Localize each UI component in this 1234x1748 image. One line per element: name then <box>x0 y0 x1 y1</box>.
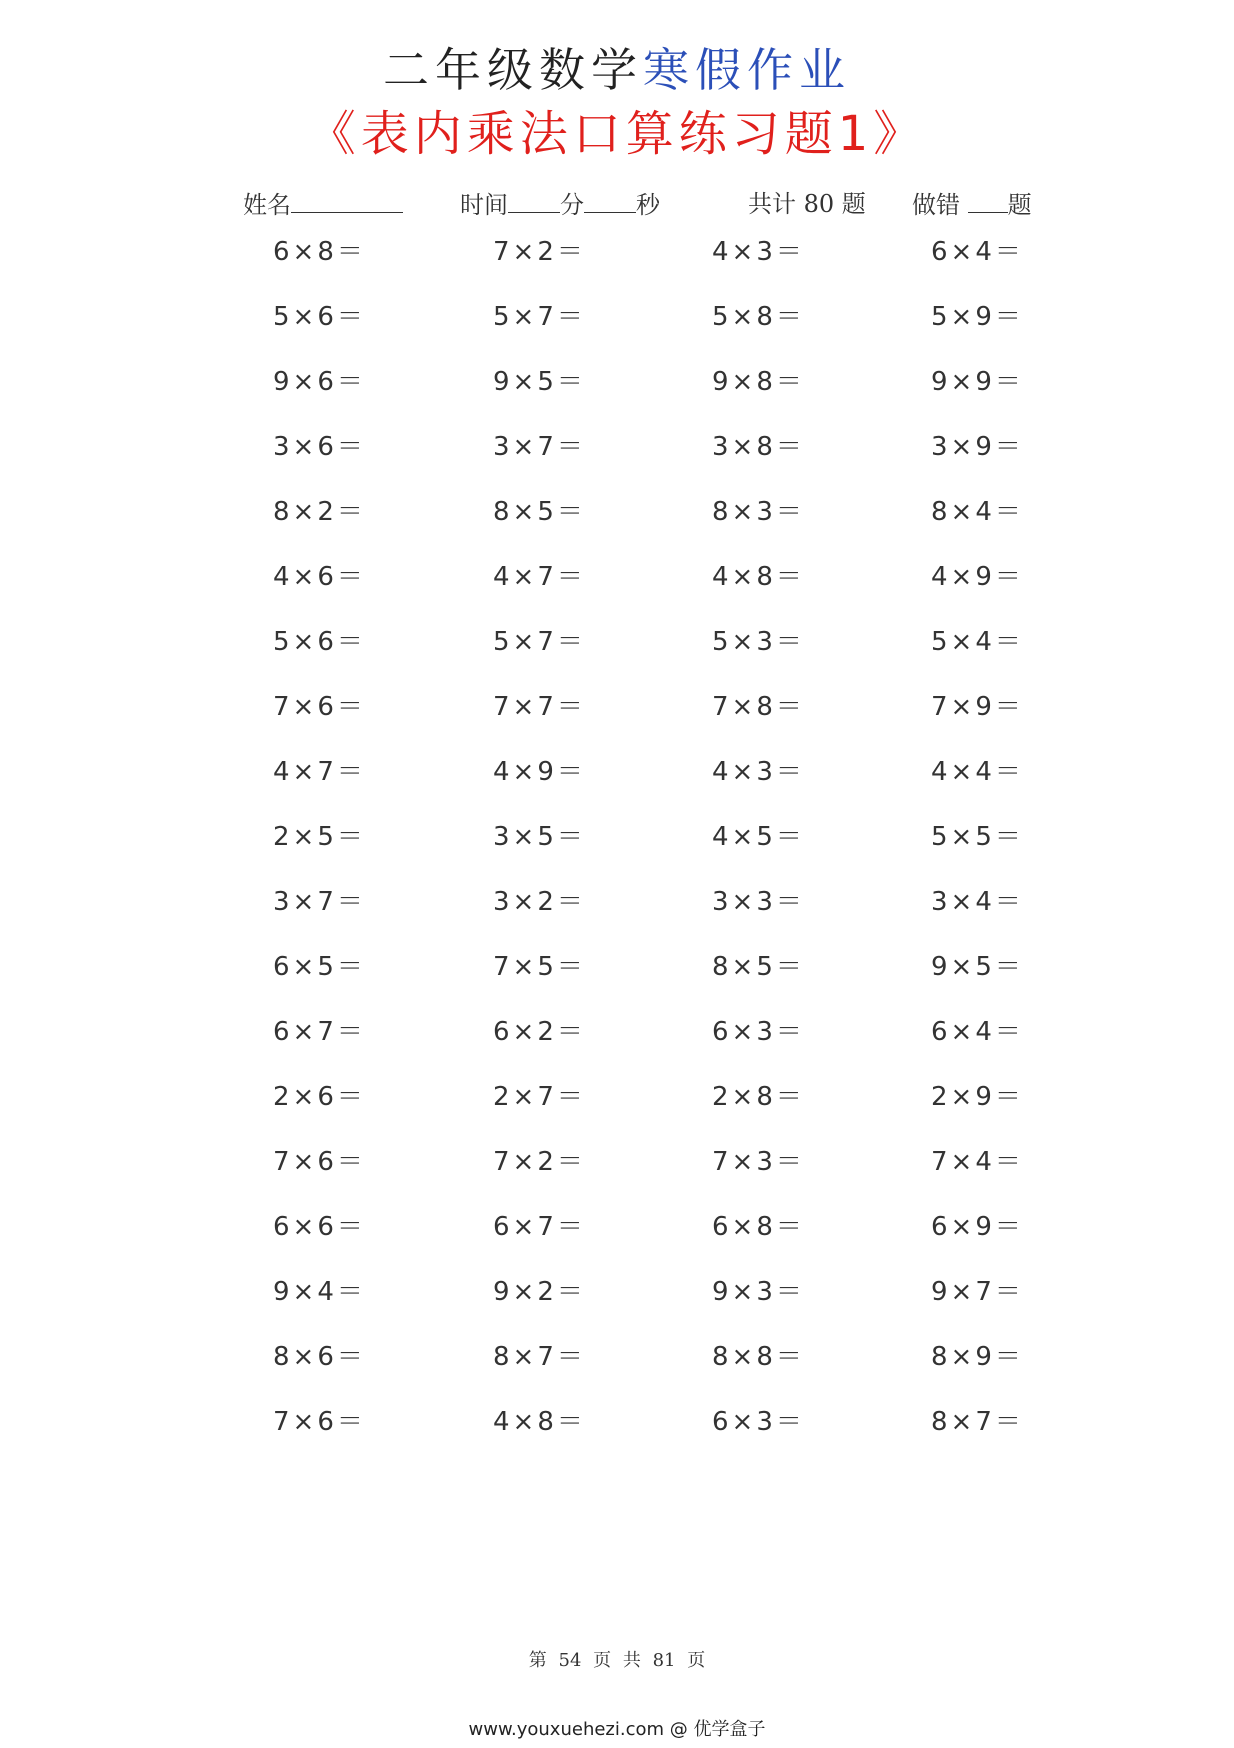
problem-item: 9×6＝ <box>273 367 366 397</box>
problem-item: 4×9＝ <box>931 562 1024 592</box>
minutes-label: 分 <box>560 191 584 219</box>
seconds-label: 秒 <box>636 191 660 219</box>
student-info-row <box>0 186 1234 222</box>
problem-row <box>273 947 1153 1012</box>
problem-row <box>273 752 1153 817</box>
problem-item: 4×3＝ <box>712 757 805 787</box>
problem-item: 3×6＝ <box>273 432 366 462</box>
problem-item: 5×9＝ <box>931 302 1024 332</box>
wrong-count-field <box>912 186 1032 223</box>
problem-row <box>273 817 1153 882</box>
problem-item: 3×3＝ <box>712 887 805 917</box>
problem-row <box>273 362 1153 427</box>
name-label: 姓名 <box>243 191 291 219</box>
name-field <box>243 186 403 223</box>
problem-item: 3×4＝ <box>931 887 1024 917</box>
problem-item: 7×7＝ <box>493 692 586 722</box>
problem-item: 6×5＝ <box>273 952 366 982</box>
problem-row <box>273 1142 1153 1207</box>
problem-item: 4×3＝ <box>712 237 805 267</box>
problem-row <box>273 687 1153 752</box>
problem-item: 3×7＝ <box>273 887 366 917</box>
wrong-blank <box>968 186 1008 213</box>
problem-item: 6×3＝ <box>712 1407 805 1437</box>
problem-item: 3×8＝ <box>712 432 805 462</box>
problem-item: 8×4＝ <box>931 497 1024 527</box>
problem-item: 8×9＝ <box>931 1342 1024 1372</box>
problem-item: 6×8＝ <box>273 237 366 267</box>
problem-item: 7×2＝ <box>493 237 586 267</box>
site-watermark: www.youxuehezi.com @ 优学盒子 <box>468 1719 766 1740</box>
problem-row <box>273 557 1153 622</box>
problem-item: 8×5＝ <box>712 952 805 982</box>
problem-item: 5×7＝ <box>493 627 586 657</box>
problem-item: 2×7＝ <box>493 1082 586 1112</box>
problem-item: 4×5＝ <box>712 822 805 852</box>
problem-item: 7×6＝ <box>273 1407 366 1437</box>
problem-item: 6×6＝ <box>273 1212 366 1242</box>
problem-item: 7×4＝ <box>931 1147 1024 1177</box>
problem-row <box>273 1272 1153 1337</box>
problem-item: 4×8＝ <box>493 1407 586 1437</box>
problem-item: 4×8＝ <box>712 562 805 592</box>
problem-row <box>273 232 1153 297</box>
problem-item: 6×3＝ <box>712 1017 805 1047</box>
problem-item: 6×4＝ <box>931 237 1024 267</box>
time-label: 时间 <box>460 191 508 219</box>
problem-item: 8×3＝ <box>712 497 805 527</box>
problem-item: 7×6＝ <box>273 1147 366 1177</box>
problem-item: 5×6＝ <box>273 302 366 332</box>
minutes-blank <box>508 186 560 213</box>
problem-item: 5×8＝ <box>712 302 805 332</box>
problem-item: 2×5＝ <box>273 822 366 852</box>
problem-item: 3×7＝ <box>493 432 586 462</box>
problem-row <box>273 427 1153 492</box>
worksheet-subtitle: 《表内乘法口算练习题1》 <box>307 106 927 162</box>
problem-item: 5×5＝ <box>931 822 1024 852</box>
problem-row <box>273 1077 1153 1142</box>
problem-item: 9×9＝ <box>931 367 1024 397</box>
problem-row <box>273 882 1153 947</box>
problem-item: 3×9＝ <box>931 432 1024 462</box>
problem-item: 7×5＝ <box>493 952 586 982</box>
problem-item: 4×7＝ <box>493 562 586 592</box>
problem-item: 4×9＝ <box>493 757 586 787</box>
total-count: 共计 80 题 <box>748 190 866 218</box>
problem-item: 9×5＝ <box>931 952 1024 982</box>
problem-item: 6×4＝ <box>931 1017 1024 1047</box>
problem-item: 4×7＝ <box>273 757 366 787</box>
problem-item: 7×2＝ <box>493 1147 586 1177</box>
problem-item: 3×5＝ <box>493 822 586 852</box>
problem-item: 6×7＝ <box>273 1017 366 1047</box>
problem-item: 2×6＝ <box>273 1082 366 1112</box>
problem-item: 3×2＝ <box>493 887 586 917</box>
name-blank <box>291 186 403 213</box>
problem-row <box>273 1012 1153 1077</box>
problem-item: 8×8＝ <box>712 1342 805 1372</box>
title-accent: 寒假作业 <box>643 43 851 97</box>
problem-item: 6×7＝ <box>493 1212 586 1242</box>
problem-item: 7×9＝ <box>931 692 1024 722</box>
problem-item: 8×7＝ <box>493 1342 586 1372</box>
problem-item: 7×8＝ <box>712 692 805 722</box>
problem-item: 5×6＝ <box>273 627 366 657</box>
problem-item: 2×8＝ <box>712 1082 805 1112</box>
problem-grid <box>273 232 1153 1467</box>
problem-item: 6×2＝ <box>493 1017 586 1047</box>
page-number: 第 54 页 共 81 页 <box>528 1650 706 1671</box>
problem-item: 4×4＝ <box>931 757 1024 787</box>
problem-row <box>273 1402 1153 1467</box>
time-field <box>460 186 660 223</box>
problem-item: 8×2＝ <box>273 497 366 527</box>
problem-item: 8×6＝ <box>273 1342 366 1372</box>
problem-item: 9×4＝ <box>273 1277 366 1307</box>
problem-item: 5×4＝ <box>931 627 1024 657</box>
problem-item: 9×8＝ <box>712 367 805 397</box>
problem-item: 4×6＝ <box>273 562 366 592</box>
problem-row <box>273 1207 1153 1272</box>
problem-item: 9×5＝ <box>493 367 586 397</box>
title-main: 二年级数学 <box>383 43 643 97</box>
problem-item: 7×3＝ <box>712 1147 805 1177</box>
problem-item: 5×3＝ <box>712 627 805 657</box>
problem-row <box>273 297 1153 362</box>
problem-item: 9×2＝ <box>493 1277 586 1307</box>
problem-item: 6×9＝ <box>931 1212 1024 1242</box>
wrong-label: 做错 <box>912 191 960 219</box>
problem-item: 9×3＝ <box>712 1277 805 1307</box>
problem-row <box>273 622 1153 687</box>
worksheet-title <box>0 40 1234 100</box>
seconds-blank <box>584 186 636 213</box>
wrong-unit: 题 <box>1007 191 1032 219</box>
problem-item: 6×8＝ <box>712 1212 805 1242</box>
problem-item: 2×9＝ <box>931 1082 1024 1112</box>
problem-item: 7×6＝ <box>273 692 366 722</box>
problem-row <box>273 492 1153 557</box>
problem-item: 8×7＝ <box>931 1407 1024 1437</box>
problem-item: 9×7＝ <box>931 1277 1024 1307</box>
problem-row <box>273 1337 1153 1402</box>
problem-item: 8×5＝ <box>493 497 586 527</box>
problem-item: 5×7＝ <box>493 302 586 332</box>
